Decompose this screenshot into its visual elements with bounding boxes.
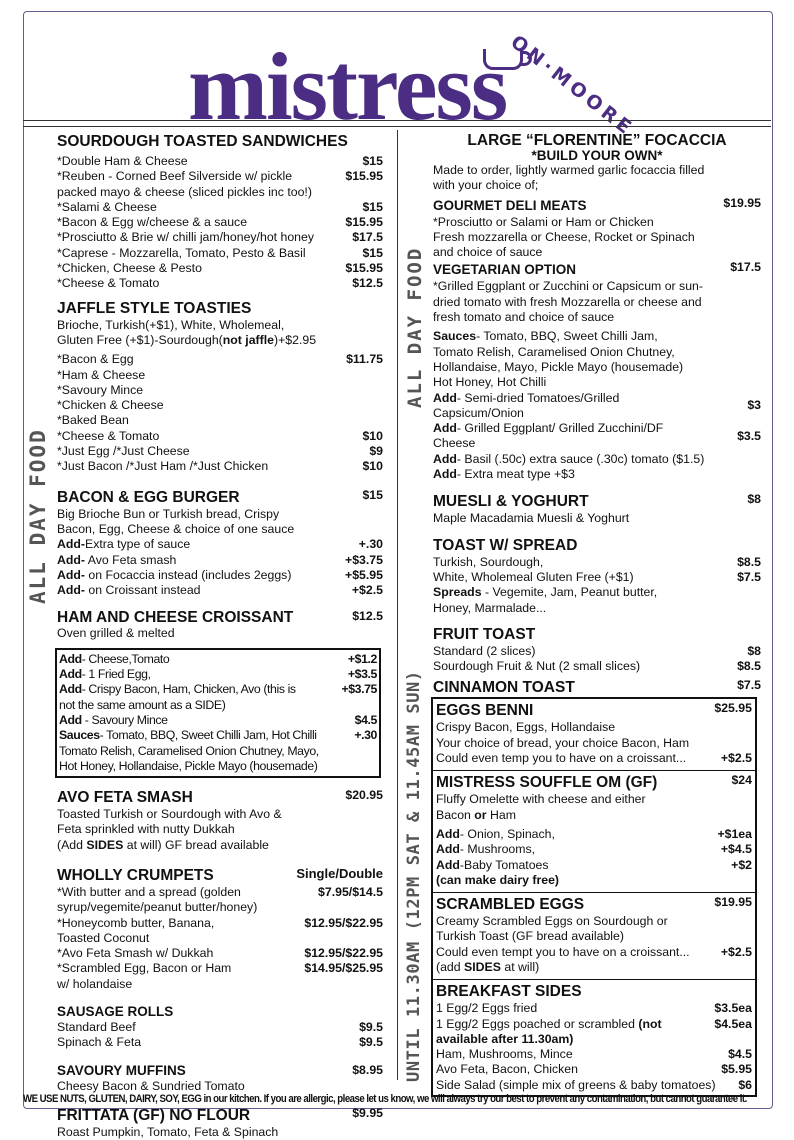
- menu-item: [57, 1035, 383, 1050]
- side-bold: (not: [638, 1016, 662, 1031]
- add-text: [436, 827, 555, 842]
- item-name: syrup/vegemite/peanut butter/honey): [57, 900, 258, 915]
- add-on-row: [59, 682, 377, 697]
- gourmet-line: *Prosciutto or Salami or Ham or Chicken: [433, 214, 654, 229]
- divider: [23, 126, 771, 127]
- item-price: $8.5: [737, 659, 761, 674]
- crumpets-list: [57, 885, 383, 992]
- sauces-line: Hollandaise, Mayo, Pickle Mayo (housemade): [433, 359, 684, 374]
- side-text: [436, 1017, 662, 1032]
- menu-item: [57, 413, 383, 428]
- menu-item: [57, 459, 383, 474]
- veg-line: fresh tomato and choice of sauce: [433, 310, 615, 325]
- side-label-right-top: ALL DAY FOOD: [404, 246, 426, 408]
- item-price: $10: [362, 459, 383, 474]
- toast-line: Spreads - Vegemite, Jam, Peanut butter,: [433, 585, 658, 600]
- add-price: $3: [747, 398, 761, 413]
- add-text: [59, 759, 317, 774]
- menu-item: [57, 931, 383, 946]
- side-item: [436, 1032, 752, 1047]
- add-desc: - Semi-dried Tomatoes/Grilled: [456, 390, 620, 405]
- add-desc: on Focaccia instead (includes 2eggs): [85, 567, 292, 582]
- frittata-desc: Roast Pumpkin, Tomato, Feta & Spinach: [57, 1124, 279, 1139]
- menu-item: [433, 659, 761, 674]
- item-price: $8: [747, 643, 761, 658]
- item-name: packed mayo & cheese (sliced pickles inc too!): [57, 184, 312, 199]
- item-price: $9.5: [359, 1020, 383, 1035]
- item-name: Spinach & Feta: [57, 1035, 142, 1050]
- add-text: [59, 682, 296, 697]
- section-title: LARGE “FLORENTINE” FOCACCIA: [467, 132, 727, 149]
- croissant-adds-box: [55, 648, 381, 778]
- add-price: $3.5: [737, 428, 761, 443]
- item-name: *Prosciutto & Brie w/ chilli jam/honey/hot honey: [57, 230, 314, 245]
- muesli-desc: Maple Macadamia Muesli & Yoghurt: [433, 511, 630, 526]
- item-name: *Double Ham & Cheese: [57, 154, 188, 168]
- add-label: Add: [59, 667, 82, 682]
- sourdough-list: [57, 154, 383, 292]
- add-desc: Extra type of sauce: [85, 537, 191, 552]
- section-title: SAUSAGE ROLLS: [57, 1004, 174, 1020]
- menu-item: [57, 383, 383, 398]
- veg-line: *Grilled Eggplant or Zucchini or Capsicum or sun-: [433, 279, 703, 294]
- add-text: [59, 744, 319, 759]
- side-name: Side Salad (simple mix of greens & baby tomatoes): [436, 1077, 716, 1092]
- item-price: $15.95: [345, 261, 383, 276]
- add-on-row: [433, 452, 761, 467]
- jaffle-desc: Brioche, Turkish(+$1), White, Wholemeal,: [57, 317, 285, 332]
- add-on-row: [57, 583, 383, 598]
- add-label: Add: [59, 712, 82, 727]
- item-name: *Avo Feta Smash w/ Dukkah: [57, 946, 214, 961]
- item-name: *Cheese & Tomato: [57, 276, 160, 291]
- add-desc: - Savoury Mince: [81, 712, 168, 727]
- section-header: CINNAMON TOAST $7.5: [433, 678, 761, 697]
- jaffle-desc: Gluten Free (+$1)-Sourdough(not jaffle)+$2.95: [57, 332, 317, 347]
- side-name: Avo Feta, Bacon, Chicken: [436, 1062, 578, 1077]
- menu-item: [57, 900, 383, 915]
- allergen-footer: WE USE NUTS, GLUTEN, DAIRY, SOY, EGG in our kitchen. If you are allergic, please let us know, we will always try our best to prevent any contamination, but cannot guarantee it.: [23, 1093, 747, 1105]
- add-desc: on Croissant instead: [85, 583, 201, 598]
- add-label: Add: [59, 682, 82, 697]
- item-name: *Cheese & Tomato: [57, 428, 160, 443]
- item-name: *Chicken, Cheese & Pesto: [57, 261, 202, 276]
- burger-desc: Bacon, Egg, Cheese & choice of one sauce: [57, 521, 295, 536]
- breakfast-box: [431, 697, 757, 1097]
- menu-item: [57, 215, 383, 230]
- item-name: *Bacon & Egg: [57, 352, 134, 367]
- add-desc: Capsicum/Onion: [433, 405, 524, 420]
- add-text: [436, 842, 535, 857]
- add-on-row: [57, 568, 383, 583]
- add-text: [57, 537, 190, 552]
- add-desc: - 1 Fried Egg,: [81, 667, 151, 682]
- menu-item: [57, 977, 383, 992]
- add-price: +$3.75: [345, 552, 383, 567]
- add-label: Add-: [57, 537, 85, 552]
- item-price: $15: [362, 245, 383, 260]
- section-title: TOAST W/ SPREAD: [433, 536, 578, 554]
- gourmet-line: and choice of sauce: [433, 245, 543, 260]
- side-price: $4.5ea: [714, 1016, 752, 1031]
- menu-item: [57, 961, 383, 976]
- item-price: $12.95/$22.95: [304, 915, 383, 930]
- add-text: [57, 583, 201, 598]
- item-name: *Just Bacon /*Just Ham /*Just Chicken: [57, 459, 269, 474]
- menu-item: [57, 916, 383, 931]
- section-title: FRUIT TOAST: [433, 625, 536, 643]
- add-label: Add: [436, 842, 460, 857]
- add-on-row: [433, 391, 761, 422]
- add-label: Add: [436, 857, 460, 872]
- add-label: Add-: [57, 583, 85, 598]
- side-label-left: ALL DAY FOOD: [26, 428, 50, 604]
- menu-item: [57, 444, 383, 459]
- menu-item: [57, 352, 383, 367]
- add-label: Add: [433, 390, 457, 405]
- divider: [23, 120, 771, 121]
- add-price: +$1.2: [347, 651, 377, 666]
- menu-item: [57, 276, 383, 291]
- item-name: Sourdough Fruit & Nut (2 small slices): [433, 659, 641, 674]
- item-name: *Chicken & Cheese: [57, 398, 164, 413]
- item-name: *Scrambled Egg, Bacon or Ham: [57, 961, 232, 976]
- add-desc: Hot Honey, Hollandaise, Pickle Mayo (housemade): [59, 758, 318, 773]
- side-price: $6: [738, 1077, 752, 1092]
- menu-item: [57, 946, 383, 961]
- veg-line: dried tomato with fresh Mozzarella or cheese and: [433, 294, 702, 309]
- item-name: *Ham & Cheese: [57, 367, 146, 382]
- section-header: AVO FETA SMASH $20.95: [57, 788, 383, 807]
- fruit-list: [433, 644, 761, 675]
- sauces-line: Sauces- Tomato, BBQ, Sweet Chilli Jam,: [433, 329, 658, 344]
- add-on-row: [59, 744, 377, 759]
- add-on-row: [433, 467, 761, 482]
- side-text: [436, 1001, 537, 1016]
- side-name: 1 Egg/2 Eggs fried: [436, 1001, 538, 1016]
- side-text: [436, 1062, 578, 1077]
- souffle-section: MISTRESS SOUFFLE OM (GF) $24 Fluffy Omelette with cheese and either Bacon or Ham Add- Onion, Spinach, +$1ea Add- Mushrooms, +$4.5 Add-Baby Tomatoes +$2 (can make dairy free): [433, 771, 755, 893]
- add-on-row: [59, 759, 377, 774]
- add-text: [59, 667, 151, 682]
- side-item: [436, 1078, 752, 1093]
- item-name: *Bacon & Egg w/cheese & a sauce: [57, 215, 248, 230]
- item-price: $9: [369, 444, 383, 459]
- add-label: Add: [59, 651, 82, 666]
- toast-line: White, Wholemeal Gluten Free (+$1) $7.5: [433, 569, 761, 584]
- add-text: [59, 713, 168, 728]
- item-price: $12.95/$22.95: [304, 946, 383, 961]
- add-on-row: [59, 652, 377, 667]
- burger-desc: Big Brioche Bun or Turkish bread, Crispy: [57, 506, 280, 521]
- side-text: [436, 1032, 573, 1047]
- add-on-row: [59, 667, 377, 682]
- add-price: +$2.5: [351, 583, 383, 598]
- item-name: *Honeycomb butter, Banana,: [57, 915, 215, 930]
- add-desc: -Baby Tomatoes: [459, 857, 549, 872]
- add-desc: - Mushrooms,: [459, 842, 536, 857]
- add-label: Add-: [57, 567, 85, 582]
- add-price: +$2: [731, 857, 752, 872]
- menu-item: [57, 185, 383, 200]
- add-on-row: [57, 553, 383, 568]
- menu-item: [57, 169, 383, 184]
- add-price: +$5.95: [345, 567, 383, 582]
- item-name: *Caprese - Mozzarella, Tomato, Pesto & Basil: [57, 245, 306, 260]
- add-price: +$3.75: [341, 682, 377, 697]
- side-price: $3.5ea: [714, 1001, 752, 1016]
- add-text: [59, 698, 225, 713]
- add-text: [433, 391, 619, 422]
- side-label-right-bottom: UNTIL 11.30AM (12PM SAT & 11.45AM SUN): [404, 670, 424, 1082]
- muffins-desc: Cheesy Bacon & Sundried Tomato: [57, 1078, 245, 1093]
- menu-item: [57, 885, 383, 900]
- avo-desc: Feta sprinkled with nutty Dukkah: [57, 822, 235, 837]
- section-title: JAFFLE STYLE TOASTIES: [57, 299, 252, 317]
- add-desc: - Grilled Eggplant/ Grilled Zucchini/DF: [456, 421, 664, 436]
- add-text: [59, 652, 169, 667]
- add-price: $4.5: [354, 712, 377, 727]
- add-desc: Tomato Relish, Caramelised Onion Chutney, Mayo,: [59, 743, 319, 758]
- avo-desc: Toasted Turkish or Sourdough with Avo &: [57, 807, 282, 822]
- add-desc: - Crispy Bacon, Ham, Chicken, Avo (this is: [81, 682, 296, 697]
- add-on-row: [436, 842, 752, 857]
- item-price: $15: [362, 199, 383, 214]
- add-price: +.30: [354, 728, 377, 743]
- side-bold: available after 11.30am): [436, 1031, 574, 1046]
- benni-section: EGGS BENNI $25.95 Crispy Bacon, Eggs, Hollandaise Your choice of bread, your choice Bacon, Ham Could even temp you to have on a croissant... +$2.5: [433, 699, 755, 771]
- add-desc: - Cheese,Tomato: [81, 651, 170, 666]
- section-header: FRITTATA (GF) NO FLOUR $9.95: [57, 1105, 383, 1124]
- menu-item: [57, 398, 383, 413]
- add-price: +$3.5: [347, 667, 377, 682]
- sauces-line: Hot Honey, Hot Chilli: [433, 375, 547, 390]
- gourmet-header: GOURMET DELI MEATS $19.95: [433, 195, 761, 213]
- section-title: SOURDOUGH TOASTED SANDWICHES: [57, 133, 348, 150]
- item-price: $15: [362, 154, 383, 168]
- item-name: Standard (2 slices): [433, 643, 536, 658]
- add-on-row: [436, 827, 752, 842]
- focaccia-desc: Made to order, lightly warmed garlic focaccia filled: [433, 163, 705, 177]
- brand-logo: mistress: [188, 33, 507, 140]
- menu-item: [57, 154, 383, 169]
- column-divider: [397, 130, 398, 1080]
- add-price: +$1ea: [717, 826, 752, 841]
- menu-item: [57, 429, 383, 444]
- side-item: [436, 1017, 752, 1032]
- add-on-row: [59, 728, 377, 743]
- add-desc: not the same amount as a SIDE): [59, 697, 226, 712]
- section-header: HAM AND CHEESE CROISSANT $12.5: [57, 609, 383, 627]
- focaccia-desc: with your choice of;: [433, 178, 539, 193]
- menu-item: [57, 230, 383, 245]
- add-label: Add: [433, 421, 457, 436]
- item-name: *Salami & Cheese: [57, 199, 157, 214]
- add-desc: - Extra meat type +$3: [456, 467, 575, 482]
- section-header: BACON & EGG BURGER $15: [57, 487, 383, 506]
- add-on-row: [59, 713, 377, 728]
- item-price: $17.5: [352, 230, 383, 245]
- item-name: Standard Beef: [57, 1020, 136, 1035]
- section-header: WHOLLY CRUMPETS Single/Double: [57, 865, 383, 884]
- croissant-desc: Oven grilled & melted: [57, 626, 175, 641]
- avo-desc: (Add SIDES at will) GF bread available: [57, 837, 269, 852]
- item-price: $15.95: [345, 215, 383, 230]
- add-price: +$4.5: [720, 842, 752, 857]
- item-name: *With butter and a spread (golden: [57, 884, 241, 899]
- add-desc: - Basil (.50c) extra sauce (.30c) tomato ($1.5): [456, 451, 705, 466]
- add-text: [59, 728, 317, 743]
- jaffle-list: [57, 352, 383, 474]
- add-on-row: [433, 421, 761, 452]
- add-desc: - Tomato, BBQ, Sweet Chilli Jam, Hot Chilli: [99, 728, 317, 743]
- sausage-list: [57, 1020, 383, 1051]
- toast-line: Turkish, Sourdough, $8.5: [433, 554, 761, 569]
- side-name: 1 Egg/2 Eggs poached or scrambled: [436, 1016, 639, 1031]
- item-name: Toasted Coconut: [57, 930, 150, 945]
- item-price: $7.95/$14.5: [318, 884, 383, 899]
- side-item: [436, 1062, 752, 1077]
- sides-section: BREAKFAST SIDES 1 Egg/2 Eggs fried $3.5ea 1 Egg/2 Eggs poached or scrambled (not $4.5ea available after 11.30am) Ham, Mushrooms, Mince $4.5 Avo Feta, Bacon, Chicken $5.95 Side Salad (simple mix of greens & baby tomatoes) $6: [436, 983, 752, 1092]
- add-label: Sauces: [59, 728, 100, 743]
- add-label: Add-: [57, 552, 85, 567]
- focaccia-adds: [433, 391, 761, 483]
- left-column: [57, 132, 383, 1140]
- section-subtitle: *BUILD YOUR OWN*: [531, 148, 663, 163]
- item-price: $10: [362, 428, 383, 443]
- add-price: +.30: [358, 537, 383, 552]
- item-price: $14.95/$25.95: [304, 961, 383, 976]
- item-price: $12.5: [352, 276, 383, 291]
- add-on-row: [57, 537, 383, 552]
- side-text: [436, 1047, 573, 1062]
- menu-item: [57, 368, 383, 383]
- item-name: *Baked Bean: [57, 413, 129, 428]
- add-on-row: [59, 698, 377, 713]
- add-text: [57, 553, 176, 568]
- item-name: *Reuben - Corned Beef Silverside w/ pickle: [57, 169, 293, 184]
- item-name: *Savoury Mince: [57, 382, 144, 397]
- item-price: $9.5: [359, 1035, 383, 1050]
- add-label: Add: [433, 467, 457, 482]
- section-header: MUESLI & YOGHURT $8: [433, 492, 761, 511]
- add-label: Add: [436, 826, 460, 841]
- add-text: [433, 421, 663, 452]
- add-desc: Cheese: [433, 436, 476, 451]
- section-header: SAVOURY MUFFINS $8.95: [57, 1062, 383, 1078]
- menu-item: [57, 261, 383, 276]
- item-price: $11.75: [346, 352, 383, 367]
- menu-item: [57, 200, 383, 215]
- add-text: [57, 568, 291, 583]
- side-item: [436, 1001, 752, 1016]
- item-name: w/ holandaise: [57, 976, 133, 991]
- burger-adds: [57, 537, 383, 598]
- side-item: [436, 1047, 752, 1062]
- gourmet-line: Fresh mozzarella or Cheese, Rocket or Spinach: [433, 229, 695, 244]
- side-name: Ham, Mushrooms, Mince: [436, 1047, 573, 1062]
- item-price: $15.95: [345, 169, 383, 184]
- add-desc: Avo Feta smash: [85, 552, 177, 567]
- side-price: $4.5: [728, 1047, 752, 1062]
- veg-header: VEGETARIAN OPTION $17.5: [433, 260, 761, 278]
- menu-item: [433, 644, 761, 659]
- add-text: [436, 858, 549, 873]
- menu-item: [57, 246, 383, 261]
- side-price: $5.95: [721, 1062, 752, 1077]
- menu-item: [57, 1020, 383, 1035]
- item-name: *Just Egg /*Just Cheese: [57, 444, 190, 459]
- add-on-row: [436, 858, 752, 873]
- scrambled-section: SCRAMBLED EGGS $19.95 Creamy Scrambled Eggs on Sourdough or Turkish Toast (GF bread available) Could even tempt you to have on a croissant... +$2.5 (add SIDES at will): [433, 893, 755, 980]
- right-column: [433, 132, 761, 1097]
- toast-line: Honey, Marmalade...: [433, 600, 547, 615]
- brand-subtitle: ON·MOORE: [506, 31, 639, 141]
- add-desc: - Onion, Spinach,: [459, 826, 555, 841]
- add-label: Add: [433, 451, 457, 466]
- side-text: [436, 1078, 716, 1093]
- sauces-line: Tomato Relish, Caramelised Onion Chutney,: [433, 344, 675, 359]
- add-text: [433, 467, 575, 482]
- add-text: [433, 452, 704, 467]
